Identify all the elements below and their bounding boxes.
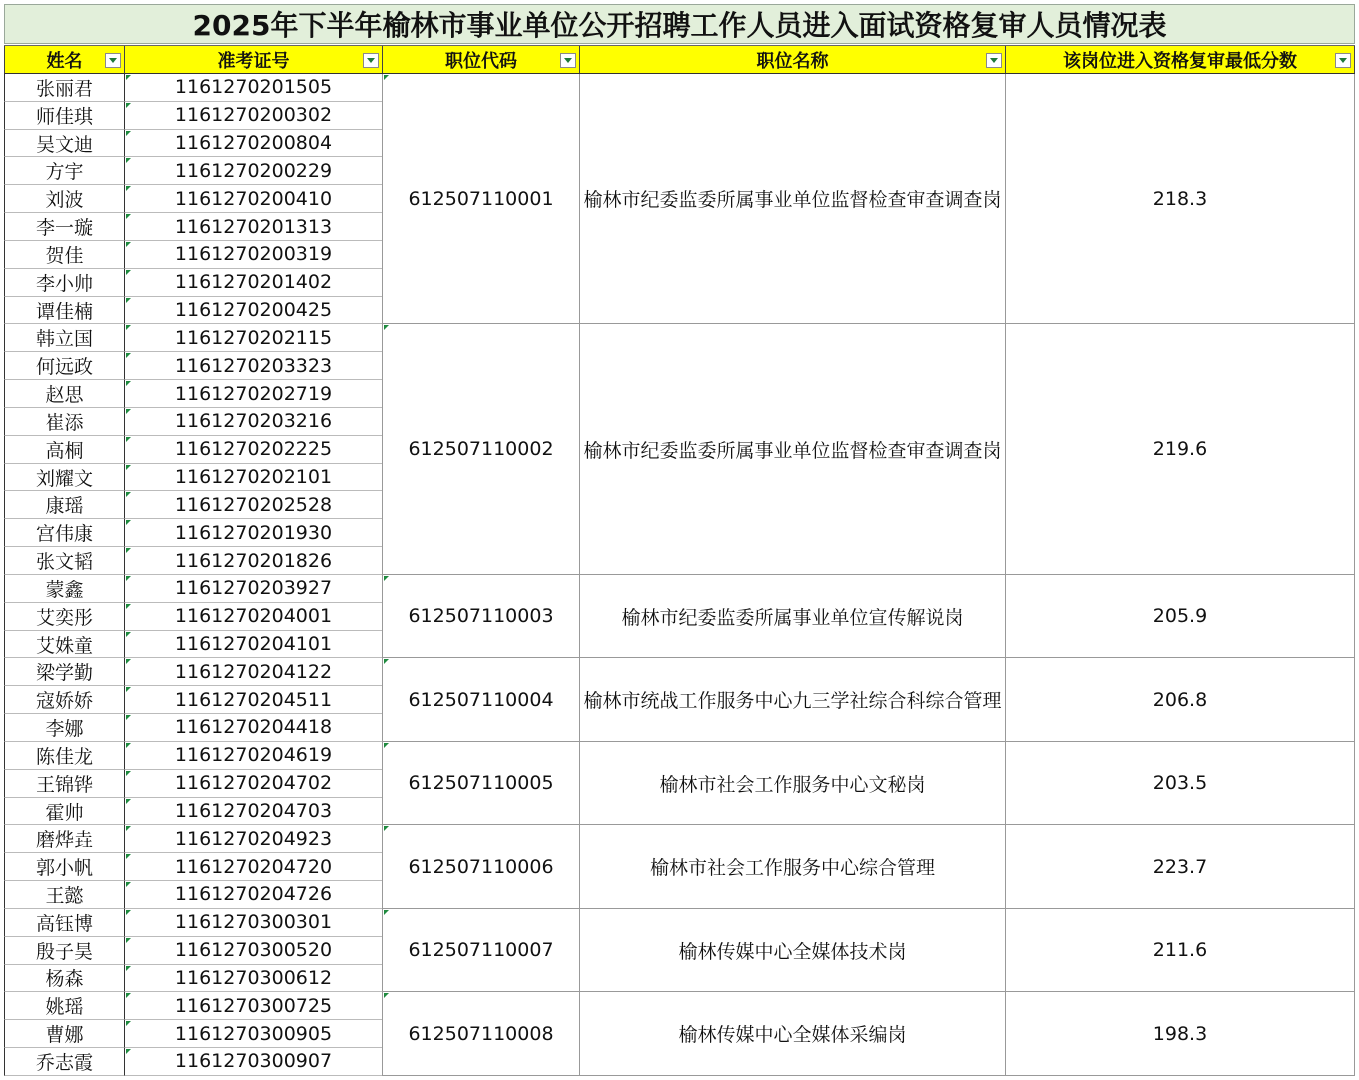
cell-name[interactable]: 磨烨垚 bbox=[4, 825, 124, 853]
merged-position-group bbox=[382, 909, 1355, 992]
cell-name[interactable]: 高钰博 bbox=[4, 909, 124, 937]
table-row bbox=[4, 130, 382, 158]
cell-position-code[interactable]: 612507110008 bbox=[382, 992, 579, 1074]
header-position[interactable] bbox=[579, 46, 1005, 73]
cell-min-score[interactable]: 205.9 bbox=[1005, 575, 1355, 657]
table-row bbox=[4, 992, 382, 1020]
cell-min-score[interactable]: 203.5 bbox=[1005, 742, 1355, 824]
cell-ticket[interactable]: 1161270200410 bbox=[124, 185, 382, 213]
table-row bbox=[4, 157, 382, 185]
table-row bbox=[4, 714, 382, 742]
table-row bbox=[4, 436, 382, 464]
table-row bbox=[4, 909, 382, 937]
cell-name[interactable]: 郭小帆 bbox=[4, 853, 124, 881]
table-row bbox=[4, 491, 382, 519]
merged-position-group bbox=[382, 742, 1355, 825]
header-code-label: 职位代码 bbox=[445, 50, 517, 72]
cell-min-score[interactable]: 198.3 bbox=[1005, 992, 1355, 1074]
cell-ticket[interactable]: 1161270202528 bbox=[124, 491, 382, 519]
cell-ticket[interactable]: 1161270300907 bbox=[124, 1048, 382, 1076]
header-row bbox=[4, 45, 1355, 74]
cell-ticket[interactable]: 1161270202225 bbox=[124, 436, 382, 464]
cell-name[interactable]: 姚瑶 bbox=[4, 992, 124, 1020]
cell-ticket[interactable]: 1161270204720 bbox=[124, 853, 382, 881]
cell-min-score[interactable]: 219.6 bbox=[1005, 324, 1355, 573]
cell-ticket[interactable]: 1161270300520 bbox=[124, 937, 382, 965]
header-score[interactable] bbox=[1005, 46, 1355, 73]
cell-ticket[interactable]: 1161270204619 bbox=[124, 742, 382, 770]
cell-name[interactable]: 刘波 bbox=[4, 185, 124, 213]
cell-ticket[interactable]: 1161270201826 bbox=[124, 547, 382, 575]
cell-min-score[interactable]: 223.7 bbox=[1005, 825, 1355, 907]
cell-name[interactable]: 蒙鑫 bbox=[4, 575, 124, 603]
table-row bbox=[4, 464, 382, 492]
header-score-label: 该岗位进入资格复审最低分数 bbox=[1063, 50, 1297, 72]
cell-ticket[interactable]: 1161270204703 bbox=[124, 798, 382, 826]
cell-position-code[interactable]: 612507110007 bbox=[382, 909, 579, 991]
cell-ticket[interactable]: 1161270201313 bbox=[124, 213, 382, 241]
merged-position-group bbox=[382, 825, 1355, 908]
cell-ticket[interactable]: 1161270200425 bbox=[124, 297, 382, 325]
cell-ticket[interactable]: 1161270300612 bbox=[124, 965, 382, 993]
cell-ticket[interactable]: 1161270203323 bbox=[124, 352, 382, 380]
cell-ticket[interactable]: 1161270202101 bbox=[124, 464, 382, 492]
cell-min-score[interactable]: 206.8 bbox=[1005, 658, 1355, 740]
cell-name[interactable]: 谭佳楠 bbox=[4, 297, 124, 325]
cell-name[interactable]: 王锦铧 bbox=[4, 770, 124, 798]
cell-name[interactable]: 殷子昊 bbox=[4, 937, 124, 965]
cell-ticket[interactable]: 1161270300905 bbox=[124, 1020, 382, 1048]
cell-position-name[interactable]: 榆林市纪委监委所属事业单位宣传解说岗 bbox=[579, 575, 1005, 657]
table-row bbox=[4, 547, 382, 575]
cell-name[interactable]: 崔添 bbox=[4, 408, 124, 436]
table-row bbox=[4, 825, 382, 853]
table-row bbox=[4, 297, 382, 325]
cell-name[interactable]: 韩立国 bbox=[4, 324, 124, 352]
table-row bbox=[4, 1048, 382, 1076]
cell-name[interactable]: 李娜 bbox=[4, 714, 124, 742]
cell-ticket[interactable]: 1161270204001 bbox=[124, 603, 382, 631]
cell-ticket[interactable]: 1161270200302 bbox=[124, 102, 382, 130]
cell-ticket[interactable]: 1161270201505 bbox=[124, 74, 382, 102]
cell-name[interactable]: 艾姝童 bbox=[4, 631, 124, 659]
filter-dropdown-icon[interactable] bbox=[363, 53, 379, 68]
cell-ticket[interactable]: 1161270202115 bbox=[124, 324, 382, 352]
cell-position-name[interactable]: 榆林传媒中心全媒体采编岗 bbox=[579, 992, 1005, 1074]
cell-name[interactable]: 吴文迪 bbox=[4, 130, 124, 158]
cell-ticket[interactable]: 1161270204702 bbox=[124, 770, 382, 798]
cell-position-code[interactable]: 612507110002 bbox=[382, 324, 579, 573]
cell-name[interactable]: 寇娇娇 bbox=[4, 686, 124, 714]
table-row bbox=[4, 519, 382, 547]
cell-ticket[interactable]: 1161270300301 bbox=[124, 909, 382, 937]
cell-name[interactable]: 张文韬 bbox=[4, 547, 124, 575]
table-row bbox=[4, 1020, 382, 1048]
cell-ticket[interactable]: 1161270204726 bbox=[124, 881, 382, 909]
header-name-label: 姓名 bbox=[46, 50, 83, 72]
cell-ticket[interactable]: 1161270201402 bbox=[124, 269, 382, 297]
filter-dropdown-icon[interactable] bbox=[105, 53, 121, 68]
cell-name[interactable]: 李一璇 bbox=[4, 213, 124, 241]
cell-position-name[interactable]: 榆林市统战工作服务中心九三学社综合科综合管理 bbox=[579, 658, 1005, 740]
table-row bbox=[4, 102, 382, 130]
cell-position-name[interactable]: 榆林市纪委监委所属事业单位监督检查审查调查岗 bbox=[579, 74, 1005, 323]
table-row bbox=[4, 380, 382, 408]
table-row bbox=[4, 269, 382, 297]
cell-position-code[interactable]: 612507110006 bbox=[382, 825, 579, 907]
cell-min-score[interactable]: 211.6 bbox=[1005, 909, 1355, 991]
cell-position-code[interactable]: 612507110004 bbox=[382, 658, 579, 740]
merged-position-group bbox=[382, 74, 1355, 324]
table-row bbox=[4, 241, 382, 269]
cell-ticket[interactable]: 1161270300725 bbox=[124, 992, 382, 1020]
cell-ticket[interactable]: 1161270201930 bbox=[124, 519, 382, 547]
merged-position-group bbox=[382, 992, 1355, 1075]
cell-name[interactable]: 赵思 bbox=[4, 380, 124, 408]
cell-ticket[interactable]: 1161270200319 bbox=[124, 241, 382, 269]
cell-ticket[interactable]: 1161270203927 bbox=[124, 575, 382, 603]
filter-dropdown-icon[interactable] bbox=[1335, 53, 1351, 68]
cell-name[interactable]: 艾奕彤 bbox=[4, 603, 124, 631]
table-row bbox=[4, 937, 382, 965]
cell-name[interactable]: 何远政 bbox=[4, 352, 124, 380]
table-row bbox=[4, 324, 382, 352]
cell-ticket[interactable]: 1161270204418 bbox=[124, 714, 382, 742]
cell-name[interactable]: 宫伟康 bbox=[4, 519, 124, 547]
cell-name[interactable]: 李小帅 bbox=[4, 269, 124, 297]
sheet-title[interactable]: 2025年下半年榆林市事业单位公开招聘工作人员进入面试资格复审人员情况表 bbox=[4, 4, 1355, 44]
table-row bbox=[4, 853, 382, 881]
table-row bbox=[4, 213, 382, 241]
table-row bbox=[4, 603, 382, 631]
cell-name[interactable]: 刘耀文 bbox=[4, 464, 124, 492]
cell-position-code[interactable]: 612507110003 bbox=[382, 575, 579, 657]
cell-position-name[interactable]: 榆林传媒中心全媒体技术岗 bbox=[579, 909, 1005, 991]
table-row bbox=[4, 74, 382, 102]
cell-name[interactable]: 贺佳 bbox=[4, 241, 124, 269]
table-row bbox=[4, 658, 382, 686]
cell-position-code[interactable]: 612507110005 bbox=[382, 742, 579, 824]
filter-dropdown-icon[interactable] bbox=[986, 53, 1002, 68]
cell-position-code[interactable]: 612507110001 bbox=[382, 74, 579, 323]
cell-name[interactable]: 陈佳龙 bbox=[4, 742, 124, 770]
cell-ticket[interactable]: 1161270204101 bbox=[124, 631, 382, 659]
table-row bbox=[4, 185, 382, 213]
cell-ticket[interactable]: 1161270203216 bbox=[124, 408, 382, 436]
cell-ticket[interactable]: 1161270200804 bbox=[124, 130, 382, 158]
table-row bbox=[4, 408, 382, 436]
table-row bbox=[4, 575, 382, 603]
table-row bbox=[4, 798, 382, 826]
cell-name[interactable]: 康瑶 bbox=[4, 491, 124, 519]
cell-position-name[interactable]: 榆林市纪委监委所属事业单位监督检查审查调查岗 bbox=[579, 324, 1005, 573]
cell-name[interactable]: 张丽君 bbox=[4, 74, 124, 102]
table-row bbox=[4, 881, 382, 909]
cell-position-name[interactable]: 榆林市社会工作服务中心文秘岗 bbox=[579, 742, 1005, 824]
cell-name[interactable]: 王懿 bbox=[4, 881, 124, 909]
cell-name[interactable]: 师佳琪 bbox=[4, 102, 124, 130]
merged-position-group bbox=[382, 324, 1355, 574]
cell-ticket[interactable]: 1161270202719 bbox=[124, 380, 382, 408]
cell-position-name[interactable]: 榆林市社会工作服务中心综合管理 bbox=[579, 825, 1005, 907]
cell-min-score[interactable]: 218.3 bbox=[1005, 74, 1355, 323]
table-row bbox=[4, 965, 382, 993]
cell-ticket[interactable]: 1161270204511 bbox=[124, 686, 382, 714]
table-row bbox=[4, 631, 382, 659]
cell-name[interactable]: 高桐 bbox=[4, 436, 124, 464]
cell-name[interactable]: 霍帅 bbox=[4, 798, 124, 826]
table-row bbox=[4, 352, 382, 380]
header-name[interactable] bbox=[4, 46, 124, 73]
cell-name[interactable]: 乔志霞 bbox=[4, 1048, 124, 1076]
table-row bbox=[4, 686, 382, 714]
header-ticket-label: 准考证号 bbox=[217, 50, 290, 72]
cell-name[interactable]: 杨森 bbox=[4, 965, 124, 993]
merged-position-group bbox=[382, 575, 1355, 658]
filter-dropdown-icon[interactable] bbox=[560, 53, 576, 68]
cell-ticket[interactable]: 1161270204923 bbox=[124, 825, 382, 853]
cell-name[interactable]: 梁学勤 bbox=[4, 658, 124, 686]
merged-position-group bbox=[382, 658, 1355, 741]
header-code[interactable] bbox=[382, 46, 579, 73]
cell-name[interactable]: 曹娜 bbox=[4, 1020, 124, 1048]
cell-name[interactable]: 方宇 bbox=[4, 157, 124, 185]
header-position-label: 职位名称 bbox=[756, 50, 829, 72]
table-row bbox=[4, 742, 382, 770]
cell-ticket[interactable]: 1161270204122 bbox=[124, 658, 382, 686]
table-row bbox=[4, 770, 382, 798]
header-ticket[interactable] bbox=[124, 46, 382, 73]
cell-ticket[interactable]: 1161270200229 bbox=[124, 157, 382, 185]
